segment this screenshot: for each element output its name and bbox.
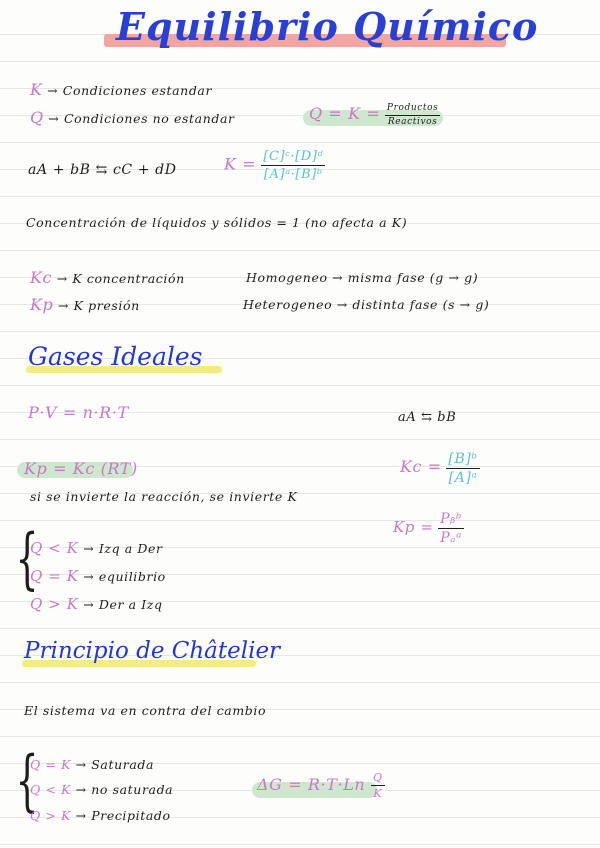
kp-symbol: Kp	[30, 295, 54, 314]
qk-reactants: Reactivos	[387, 117, 438, 127]
rule-q-less-k	[30, 539, 163, 557]
solubility-brace: {	[15, 742, 39, 819]
rule-1-arrow: →	[83, 541, 95, 556]
k-arrow: →	[47, 83, 59, 98]
rule-2-result: equilibrio	[98, 569, 166, 584]
kc2-numerator: [B]ᵇ	[448, 451, 478, 467]
kp2-left: Kp =	[393, 518, 434, 536]
sol-3-result: Precipitado	[91, 808, 171, 823]
ideal-gas-formula: P·V = n·R·T	[28, 403, 129, 422]
rule-3-arrow: →	[83, 597, 95, 612]
kp-arrow: →	[57, 298, 70, 313]
rule-1-cond: Q < K	[30, 539, 79, 557]
solids-liquids-note: Concentración de líquidos y sólidos = 1 (no afecta a K)	[26, 215, 408, 230]
rules-brace: {	[15, 520, 39, 597]
delta-g-formula	[257, 772, 385, 799]
chatelier-text: El sistema va en contra del cambio	[24, 703, 267, 718]
sol-2-arrow: →	[75, 782, 87, 797]
page-title: Equilibrio Químico	[116, 4, 539, 49]
kp-kc-relation	[24, 459, 138, 478]
rule-3-result: Der a Izq	[98, 597, 163, 612]
sol-1-result: Saturada	[91, 757, 155, 772]
k-definition	[30, 80, 212, 99]
kc2-left: Kc =	[400, 457, 442, 476]
kp-text: K presión	[73, 298, 140, 313]
kp-expression	[393, 512, 464, 545]
sol-rule-greater	[30, 808, 171, 823]
kc-expression	[400, 452, 480, 485]
sol-1-cond: Q = K	[30, 757, 72, 772]
rule-2-cond: Q = K	[30, 567, 79, 585]
rule-2-arrow: →	[83, 569, 95, 584]
k-symbol: K	[30, 80, 43, 99]
kc-arrow: →	[56, 271, 68, 286]
kc2-denominator: [A]ᵃ	[448, 470, 478, 486]
kp-kc-formula: Kp = Kc (RT)	[24, 459, 138, 478]
q-description: Condiciones no estandar	[63, 111, 235, 126]
kc-symbol: Kc	[30, 268, 53, 287]
kp2-numerator: Pᵦᵇ	[440, 511, 463, 527]
kp2-denominator: Pₐᵃ	[440, 530, 462, 546]
qk-products: Productos	[385, 104, 440, 116]
chatelier-section-title: Principio de Châtelier	[24, 638, 281, 664]
sol-1-arrow: →	[75, 757, 87, 772]
sol-2-result: no saturada	[91, 782, 174, 797]
sol-3-cond: Q > K	[30, 808, 72, 823]
q-arrow: →	[48, 111, 60, 126]
gases-section-title: Gases Ideales	[28, 342, 203, 371]
sol-rule-equal	[30, 757, 154, 772]
delta-g-numerator: Q	[373, 771, 383, 784]
k-denominator: [A]ᵃ·[B]ᵇ	[263, 167, 323, 182]
reaction-aA-bB: aA ⇆ bB	[398, 410, 457, 425]
rule-1-result: Izq a Der	[98, 541, 163, 556]
rule-3-cond: Q > K	[30, 595, 79, 613]
sol-3-arrow: →	[75, 808, 87, 823]
kp-line	[30, 295, 140, 314]
inversion-note: si se invierte la reacción, se invierte K	[30, 489, 298, 504]
heterogeneous-note: Heterogeneo → distinta fase (s → g)	[243, 297, 490, 312]
qk-left: Q = K =	[309, 104, 381, 123]
delta-g-denominator: K	[373, 787, 383, 800]
kc-text: K concentración	[72, 271, 185, 286]
ideal-gas-law	[28, 403, 129, 422]
k-numerator: [C]ᶜ·[D]ᵈ	[263, 149, 324, 164]
sol-rule-less	[30, 782, 173, 797]
q-symbol: Q	[30, 108, 44, 127]
general-reaction: aA + bB ⇆ cC + dD	[28, 162, 177, 178]
rule-q-equal-k	[30, 567, 166, 585]
k-description: Condiciones estandar	[62, 83, 213, 98]
k-expression	[224, 150, 325, 181]
rule-q-greater-k	[30, 595, 163, 613]
k-eq-left: K =	[224, 154, 257, 174]
sol-2-cond: Q < K	[30, 782, 72, 797]
delta-g-left: ΔG = R·T·Ln	[257, 775, 366, 794]
q-definition	[30, 108, 235, 127]
homogeneous-note: Homogeneo → misma fase (g → g)	[246, 270, 479, 285]
kc-line	[30, 268, 185, 287]
qk-formula	[309, 104, 440, 127]
